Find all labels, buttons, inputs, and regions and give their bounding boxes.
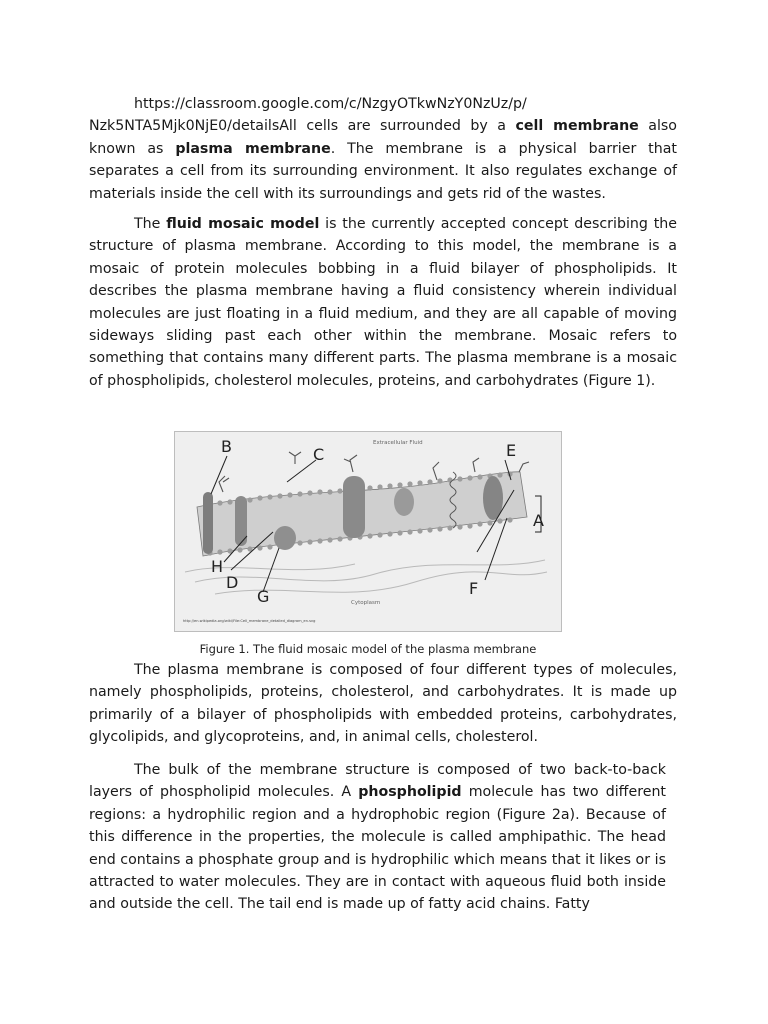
term-fluid-mosaic-model: fluid mosaic model: [166, 216, 320, 232]
extracellular-fluid-label: Extracellular Fluid: [373, 440, 423, 446]
figure-caption: Figure 1. The fluid mosaic model of the plasma membrane: [199, 642, 537, 656]
label-a: A: [533, 511, 544, 530]
paragraph-phospholipid: [89, 759, 666, 916]
label-f: F: [469, 579, 479, 598]
text-run: also known as: [89, 118, 677, 157]
membrane-diagram-figure: [174, 431, 562, 632]
label-c: C: [313, 445, 325, 464]
classroom-link[interactable]: https://classroom.google.com/c/NzgyOTkwNzY0NzUz/p/: [134, 96, 527, 112]
image-source-label: http://en.wikipedia.org/wiki/File:Cell_membrane_detailed_diagram_en.svg: [183, 619, 316, 623]
paragraph-composition: [89, 659, 677, 749]
label-b: B: [221, 437, 232, 456]
text-run: molecule has two different regions: a hydrophilic region and a hydrophobic region (Figure 2a). Because of this difference in the properties, the molecule is called amphipathic. The head end contains a phosphate group and is hydrophilic which means that it likes or is attracted to water molecules. They are in contact with aqueous fluid both inside and outside the cell. The tail end is made up of fatty acid chains. Fatty: [89, 784, 666, 913]
membrane-diagram: [175, 432, 561, 631]
text-run: The: [134, 216, 167, 232]
text-run: The bulk of the membrane structure is composed of two back-to-back layers of phospholipid molecules. A: [89, 762, 666, 801]
classroom-link-continued[interactable]: Nzk5NTA5Mjk0NjE0/detailsAll: [89, 118, 297, 135]
text-run: The plasma membrane is composed of four different types of molecules, namely phospholipids, proteins, cholesterol, and carbohydrates. It is made up primarily of a bilayer of phospholipids with embedded proteins, carbohydrates, glycolipids, and glycoproteins, and, in animal cells, cholesterol.: [89, 662, 677, 746]
label-e: E: [506, 441, 517, 460]
label-d: D: [226, 573, 239, 592]
label-g: G: [257, 587, 270, 606]
cytoplasm-label: Cytoplasm: [351, 600, 381, 606]
text-run: cells are surrounded by a: [296, 118, 516, 135]
term-cell-membrane: cell membrane: [515, 118, 639, 135]
text-run: . The membrane is a physical barrier that separates a cell from its surrounding environment. It also regulates exchange of materials inside the cell with its surroundings and gets rid of the wastes.: [89, 140, 677, 202]
paragraph-fluid-mosaic: [89, 213, 677, 392]
term-plasma-membrane: plasma membrane: [175, 140, 331, 157]
paragraph-intro: [89, 93, 677, 205]
term-phospholipid: phospholipid: [358, 784, 462, 801]
text-run: is the currently accepted concept describing the structure of plasma membrane. According to this model, the membrane is a mosaic of protein molecules bobbing in a fluid bilayer of phospholipids. It describes the plasma membrane having a fluid consistency wherein individual molecules are just floating in a fluid medium, and they are all capable of moving sideways sliding past each other within the membrane. Mosaic refers to something that contains many different parts. The plasma membrane is a mosaic of phospholipids, cholesterol molecules, proteins, and carbohydrates (Figure 1).: [89, 216, 677, 389]
label-h: H: [211, 557, 224, 576]
